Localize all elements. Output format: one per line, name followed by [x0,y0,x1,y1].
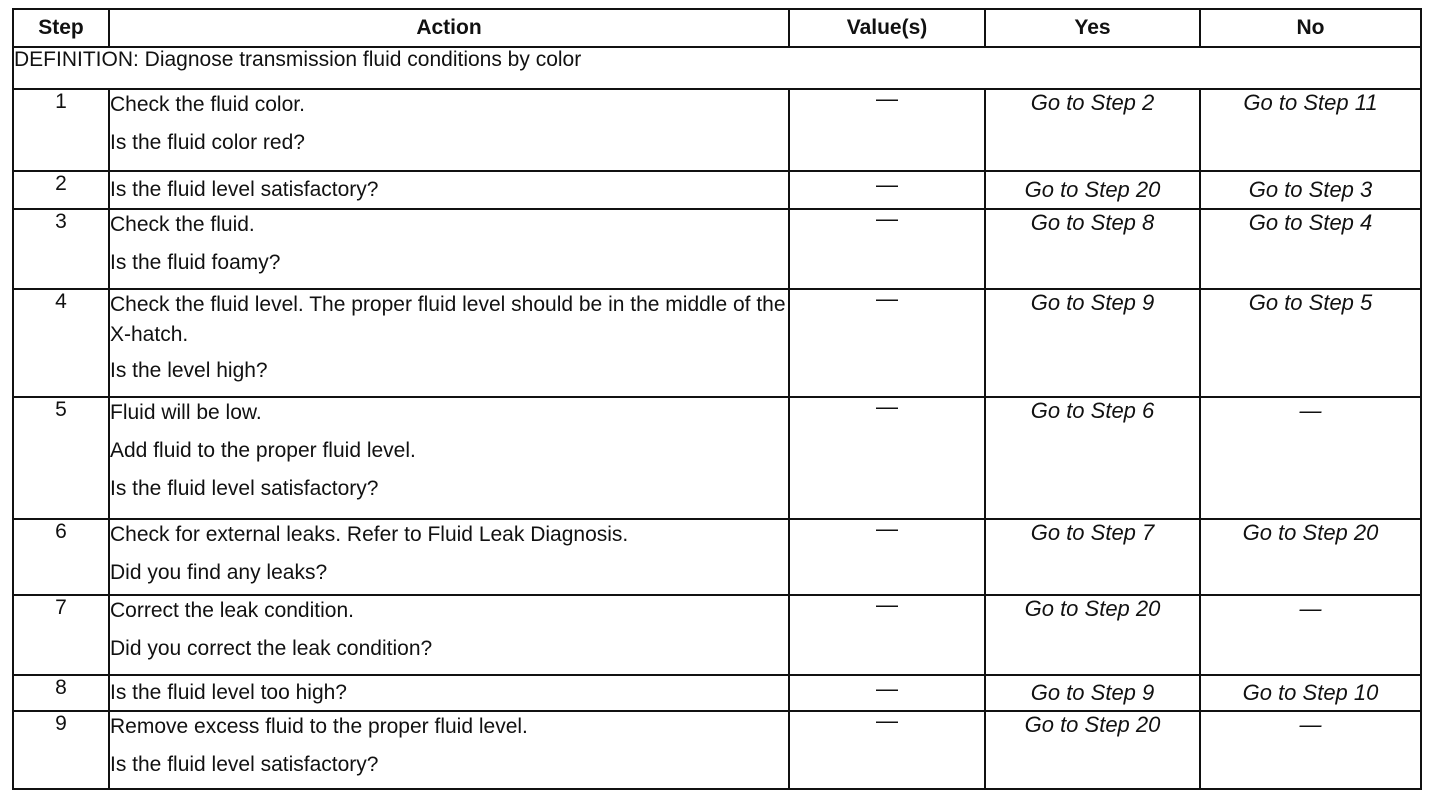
action-cell [109,711,789,789]
action-cell [109,89,789,171]
yes-cell: Go to Step 8 [985,209,1200,289]
header-values: Value(s) [789,9,985,47]
action-cell [109,397,789,519]
yes-cell: Go to Step 2 [985,89,1200,171]
action-cell [109,675,789,711]
value-dash: — [876,172,898,197]
action-question: Is the fluid foamy? [110,251,281,274]
value-dash: — [876,676,898,701]
table-row [13,711,1421,789]
action-line: Remove excess fluid to the proper fluid level. [110,715,528,738]
value-dash: — [876,708,898,733]
value-dash: — [876,206,898,231]
no-cell: Go to Step 3 [1200,171,1421,209]
table-row [13,89,1421,171]
action-question: Is the fluid color red? [110,131,305,154]
action-line: Correct the leak condition. [110,599,354,622]
step-number: 9 [13,711,109,789]
value-dash: — [876,286,898,311]
no-cell: Go to Step 20 [1200,519,1421,595]
action-line: Check the fluid color. [110,93,305,116]
value-dash: — [876,86,898,111]
action-question: Is the level high? [110,359,268,382]
step-number: 5 [13,397,109,519]
header-yes: Yes [985,9,1200,47]
action-cell [109,519,789,595]
table-row [13,397,1421,519]
header-row [13,9,1421,47]
table-row [13,519,1421,595]
no-cell: Go to Step 11 [1200,89,1421,171]
value-cell [789,394,985,519]
no-cell: Go to Step 10 [1200,675,1421,711]
value-cell [789,171,985,209]
no-cell: Go to Step 5 [1200,289,1421,397]
step-number: 2 [13,171,109,209]
table-row [13,209,1421,289]
no-cell: Go to Step 4 [1200,209,1421,289]
definition-text: DEFINITION: Diagnose transmission fluid conditions by color [13,47,1421,89]
value-cell [789,206,985,289]
table-row [13,595,1421,675]
value-cell [789,516,985,595]
step-number: 1 [13,89,109,171]
action-line: Check the fluid. [110,213,255,236]
no-cell: — [1200,595,1421,675]
definition-row [13,47,1421,89]
value-cell [789,708,985,789]
action-question: Is the fluid level too high? [110,681,347,704]
action-line: Check for external leaks. Refer to Fluid Leak Diagnosis. [110,523,629,546]
value-dash: — [876,516,898,541]
value-dash: — [876,394,898,419]
yes-cell: Go to Step 20 [985,711,1200,789]
action-question: Is the fluid level satisfactory? [110,178,379,201]
action-cell [109,171,789,209]
action-line: Add fluid to the proper fluid level. [110,439,416,462]
action-line: Check the fluid level. The proper fluid level should be in the middle of the X-hatch. [110,293,786,346]
diagnostic-table [12,8,1422,790]
action-cell [109,595,789,675]
no-cell: — [1200,397,1421,519]
step-number: 4 [13,289,109,397]
yes-cell: Go to Step 9 [985,289,1200,397]
action-line: Fluid will be low. [110,401,262,424]
value-cell [789,86,985,171]
table-row [13,675,1421,711]
action-question: Is the fluid level satisfactory? [110,477,379,500]
action-question: Did you correct the leak condition? [110,637,433,660]
yes-cell: Go to Step 20 [985,595,1200,675]
action-cell [109,289,789,397]
table-row [13,289,1421,397]
header-no: No [1200,9,1421,47]
step-number: 3 [13,209,109,289]
table-row [13,171,1421,209]
header-action: Action [109,9,789,47]
action-cell [109,209,789,289]
no-cell: — [1200,711,1421,789]
yes-cell: Go to Step 9 [985,675,1200,711]
header-step: Step [13,9,109,47]
step-number: 8 [13,675,109,711]
step-number: 7 [13,595,109,675]
yes-cell: Go to Step 7 [985,519,1200,595]
action-question: Did you find any leaks? [110,561,328,584]
value-cell [789,286,985,397]
value-cell [789,592,985,675]
action-question: Is the fluid level satisfactory? [110,753,379,776]
value-dash: — [876,592,898,617]
value-cell [789,675,985,711]
yes-cell: Go to Step 20 [985,171,1200,209]
step-number: 6 [13,519,109,595]
yes-cell: Go to Step 6 [985,397,1200,519]
